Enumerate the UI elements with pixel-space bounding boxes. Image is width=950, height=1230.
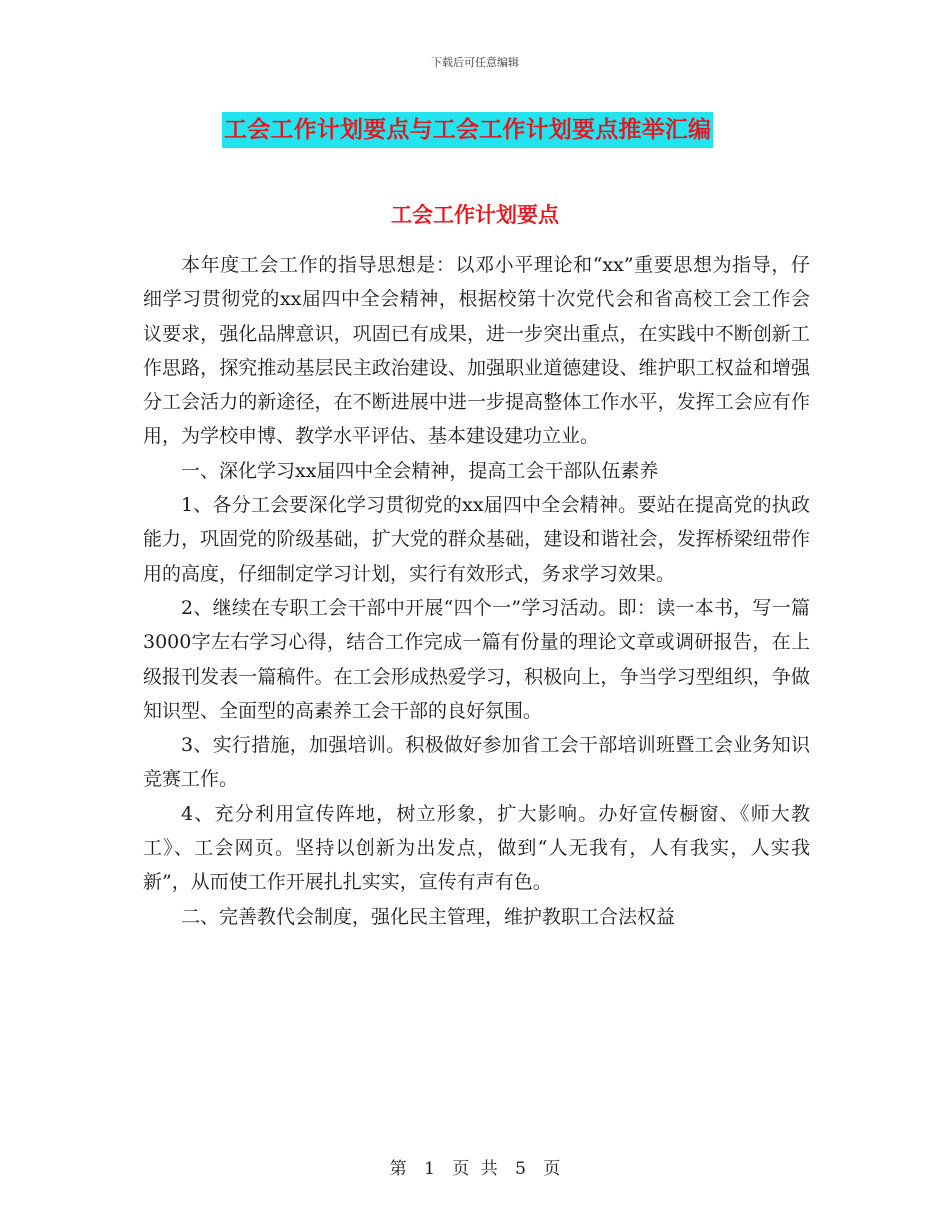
heading-section-one: 一、深化学习xx届四中全会精神，提高工会干部队伍素养 (181, 459, 659, 482)
heading-section-two: 二、完善教代会制度，强化民主管理，维护教职工合法权益 (181, 905, 676, 928)
page-total: 5 (515, 1159, 526, 1179)
header-note: 下载后可任意编辑 (431, 56, 519, 69)
footer-prefix: 第 (389, 1159, 407, 1179)
paragraph-item-2: 2、继续在专职工会干部中开展“四个一”学习活动。即：读一本书，写一篇3000字左右学习心得，结合工作完成一篇有份量的理论文章或调研报告，在上级报刊发表一篇稿件。在工会形成热爱学习，积极向上，争当学习型组织，争做知识型、全面型的高素养工会干部的良好氛围。 (143, 596, 810, 722)
paragraph-item-4: 4、充分利用宣传阵地，树立形象，扩大影响。办好宣传橱窗、《师大教工》、工会网页。坚持以创新为出发点，做到“人无我有，人有我实，人实我新”，从而使工作开展扎扎实实，宣传有声有色。 (143, 802, 810, 894)
paragraph-item-3: 3、实行措施，加强培训。积极做好参加省工会干部培训班暨工会业务知识竞赛工作。 (143, 734, 810, 791)
footer-suffix: 页 (543, 1159, 561, 1179)
paragraph-guiding-ideology: 本年度工会工作的指导思想是：以邓小平理论和“xx”重要思想为指导，仔细学习贯彻党的xx届四中全会精神，根据校第十次党代会和省高校工会工作会议要求，强化品牌意识，巩固已有成果，进一步突出重点，在实践中不断创新工作思路，探究推动基层民主政治建设、加强职业道德建设、维护职工权益和增强分工会活力的新途径，在不断进展中进一步提高整体工作水平，发挥工会应有作用，为学校申博、教学水平评估、基本建设建功立业。 (143, 254, 810, 448)
document-body (143, 248, 810, 934)
paragraph-item-1: 1、各分工会要深化学习贯彻党的xx届四中全会精神。要站在提高党的执政能力，巩固党的阶级基础，扩大党的群众基础，建设和谐社会，发挥桥梁纽带作用的高度，仔细制定学习计划，实行有效形式，务求学习效果。 (143, 494, 810, 585)
page-footer (0, 1154, 950, 1179)
page-number: 1 (424, 1159, 435, 1179)
section-title: 工会工作计划要点 (391, 202, 559, 227)
footer-middle: 页 共 (452, 1159, 498, 1179)
document-title: 工会工作计划要点与工会工作计划要点推举汇编 (222, 112, 713, 148)
